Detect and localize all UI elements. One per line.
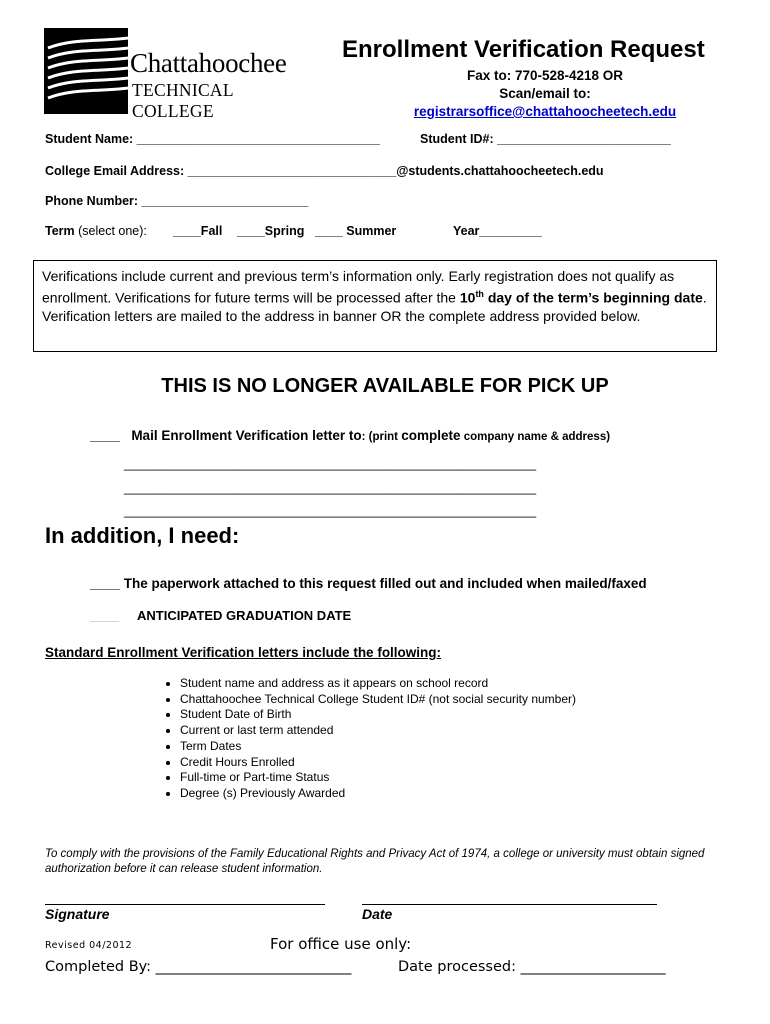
registrar-email-link[interactable]: registrarsoffice@chattahoocheetech.edu bbox=[413, 104, 677, 119]
standard-list-heading: Standard Enrollment Verification letters include the following: bbox=[45, 645, 442, 660]
list-item: • Degree (s) Previously Awarded bbox=[180, 786, 576, 802]
notice-bold-tail: day of the term’s beginning date bbox=[483, 289, 703, 306]
list-item: • Credit Hours Enrolled bbox=[180, 755, 576, 771]
revised-date: Revised 04/2012 bbox=[45, 940, 133, 951]
notice-text-1: Verifications include current and previous term’s information only. Early registration does not qualify as enrollment. Verifications for future terms will be processed after the bbox=[42, 268, 675, 306]
additional-heading: In addition, I need: bbox=[45, 523, 240, 548]
date-line[interactable] bbox=[362, 904, 657, 905]
mail-hint-complete: complete bbox=[401, 428, 461, 443]
mail-hint-1: : (print bbox=[361, 431, 402, 443]
logo-name: Chattahoochee bbox=[130, 48, 287, 78]
graduation-blank: ____ bbox=[90, 608, 119, 623]
address-line-1[interactable]: _________________________________________________________ bbox=[124, 456, 537, 471]
list-item: • Full-time or Part-time Status bbox=[180, 770, 576, 786]
address-line-2[interactable]: _________________________________________________________ bbox=[124, 480, 537, 495]
list-item: • Student Date of Birth bbox=[180, 707, 576, 723]
completed-by-field[interactable]: Completed By: ___________________________ bbox=[45, 959, 352, 975]
list-item: • Student name and address as it appears on school record bbox=[180, 676, 576, 692]
list-item: • Current or last term attended bbox=[180, 723, 576, 739]
mail-hint-2: company name & address) bbox=[460, 431, 611, 443]
term-hint: (select one): bbox=[74, 224, 147, 238]
date-label: Date bbox=[362, 906, 393, 922]
date-processed-field[interactable]: Date processed: ____________________ bbox=[398, 959, 666, 975]
notice-tenth-sup: th bbox=[475, 289, 484, 299]
graduation-label: ANTICIPATED GRADUATION DATE bbox=[136, 608, 352, 623]
list-item: • Term Dates bbox=[180, 739, 576, 755]
page-title: Enrollment Verification Request bbox=[342, 36, 705, 63]
verification-notice-box bbox=[33, 260, 717, 352]
term-summer-option[interactable]: ____ Summer bbox=[315, 224, 397, 238]
ferpa-statement: To comply with the provisions of the Family Educational Rights and Privacy Act of 1974, a college or university must obtain signed authorization before it can release student information. bbox=[45, 848, 705, 875]
graduation-date-option[interactable] bbox=[90, 608, 351, 623]
mail-option[interactable] bbox=[90, 428, 610, 443]
mail-label: Mail Enrollment Verification letter to bbox=[131, 428, 362, 443]
student-name-field[interactable]: Student Name: ___________________________________ bbox=[45, 132, 380, 146]
term-spring-option[interactable]: ____Spring bbox=[237, 224, 305, 238]
list-item: • Chattahoochee Technical College Student ID# (not social security number) bbox=[180, 692, 576, 708]
college-email-field[interactable]: College Email Address: ______________________________@students.chattahoocheetech.edu bbox=[45, 164, 604, 178]
student-id-field[interactable]: Student ID#: _________________________ bbox=[420, 132, 671, 146]
fax-line: Fax to: 770-528-4218 OR bbox=[466, 68, 624, 83]
logo-subtitle: TECHNICAL COLLEGE bbox=[132, 80, 234, 121]
pickup-notice: THIS IS NO LONGER AVAILABLE FOR PICK UP bbox=[161, 375, 609, 397]
phone-number-field[interactable]: Phone Number: ________________________ bbox=[45, 194, 309, 208]
term-label-text: Term bbox=[45, 224, 75, 238]
logo-wave-icon bbox=[44, 28, 128, 114]
signature-line[interactable] bbox=[45, 904, 325, 905]
notice-text-2: . Verification letters are mailed to the address in banner OR the complete address provided below. bbox=[42, 289, 707, 324]
year-field[interactable]: Year_________ bbox=[453, 224, 542, 238]
paperwork-option[interactable]: ____ The paperwork attached to this request filled out and included when mailed/faxed bbox=[90, 576, 647, 591]
scan-line: Scan/email to: bbox=[499, 86, 591, 101]
address-line-3[interactable]: _________________________________________________________ bbox=[124, 503, 537, 518]
term-fall-option[interactable]: ____Fall bbox=[173, 224, 223, 238]
notice-tenth: 10 bbox=[459, 289, 476, 306]
college-logo bbox=[44, 28, 299, 121]
term-label bbox=[45, 224, 147, 238]
mail-blank: ____ bbox=[90, 428, 121, 443]
standard-items-list bbox=[158, 676, 576, 802]
signature-label: Signature bbox=[45, 906, 110, 922]
office-use-label: For office use only: bbox=[270, 935, 412, 953]
